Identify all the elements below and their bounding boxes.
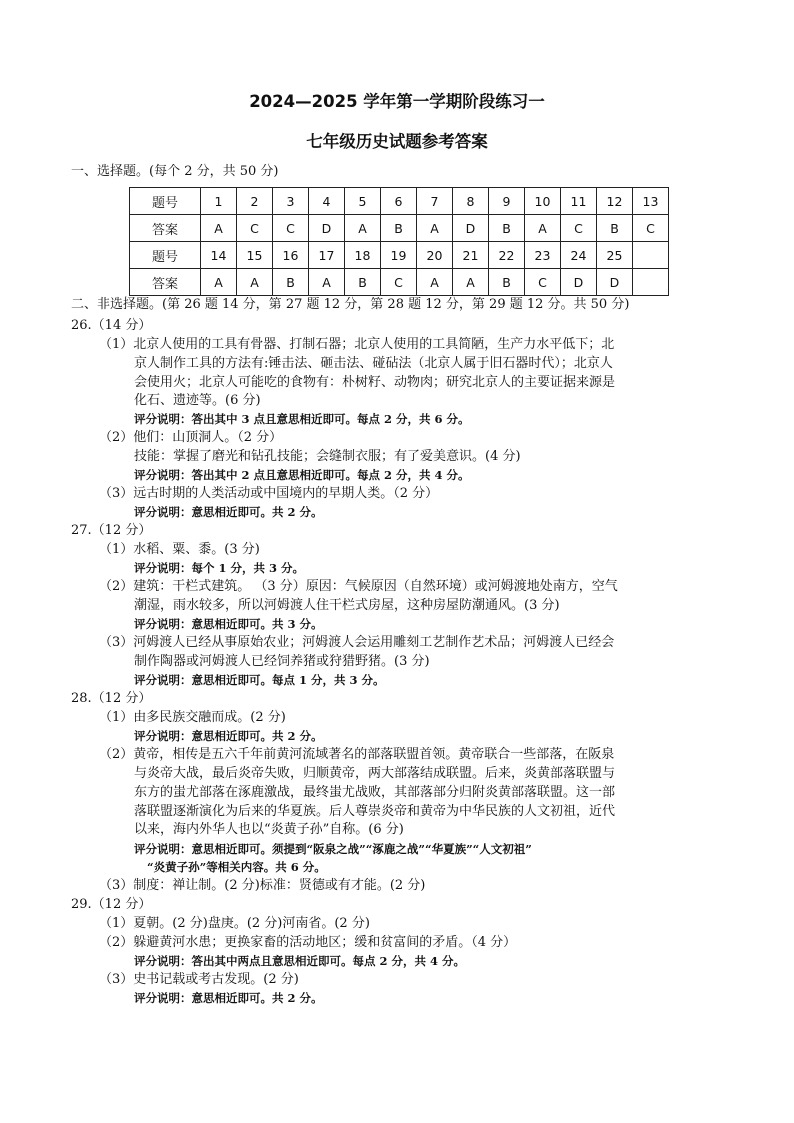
answer-line: （2）黄帝，相传是五六千年前黄河流域著名的部落联盟首领。黄帝联合一些部落，在阪泉 [99, 747, 615, 762]
answer-line: 落联盟逐渐演化为后来的华夏族。后人尊崇炎帝和黄帝为中华民族的人文初祖，近代 [134, 804, 616, 819]
answer-line: （2）他们：山顶洞人。（2 分） [99, 430, 283, 445]
table-cell: C [237, 215, 273, 242]
table-cell: 18 [345, 242, 381, 269]
answer-line: 京人制作工具的方法有:锤击法、砸击法、碰砧法（北京人属于旧石器时代）；北京人 [134, 356, 613, 371]
answer-line: 会使用火；北京人可能吃的食物有：朴树籽、动物肉；研究北京人的主要证据来源是 [134, 375, 616, 390]
table-cell: 7 [417, 188, 453, 215]
table-cell: A [237, 269, 273, 296]
table-cell: B [489, 215, 525, 242]
question-heading: 26.（14 分） [71, 318, 152, 333]
table-row [130, 215, 669, 242]
scoring-note: 评分说明：意思相近即可。每点 1 分，共 3 分。 [134, 673, 385, 687]
answer-line: 潮湿，雨水较多，所以河姆渡人住干栏式房屋，这种房屋防潮通风。(3 分) [134, 598, 560, 613]
table-cell: D [453, 215, 489, 242]
document-subtitle: 七年级历史试题参考答案 [306, 132, 488, 151]
table-cell: 9 [489, 188, 525, 215]
answer-line: （3）远古时期的人类活动或中国境内的早期人类。（2 分） [99, 486, 439, 501]
answer-line: 东方的蚩尤部落在涿鹿激战，最终蚩尤战败，其部落部分归附炎黄部落联盟。这一部 [134, 785, 616, 800]
scoring-note: 评分说明：每个 1 分，共 3 分。 [134, 561, 305, 575]
question-heading: 28.（12 分） [71, 691, 152, 706]
table-cell: C [381, 269, 417, 296]
scoring-note: 评分说明：答出其中 3 点且意思相近即可。每点 2 分，共 6 分。 [134, 412, 470, 426]
table-cell: 10 [525, 188, 561, 215]
table-row [130, 269, 669, 296]
table-cell: 22 [489, 242, 525, 269]
answer-line: （3）史书记载或考古发现。(2 分) [99, 972, 299, 987]
table-cell: 4 [309, 188, 345, 215]
table-cell: C [525, 269, 561, 296]
table-cell [633, 269, 669, 296]
table-cell: 16 [273, 242, 309, 269]
answer-line: （3）制度：禅让制。(2 分)标准：贤德或有才能。(2 分) [99, 878, 426, 893]
table-cell: 17 [309, 242, 345, 269]
table-cell: B [273, 269, 309, 296]
table-cell: 12 [597, 188, 633, 215]
section-2-heading: 二、非选择题。(第 26 题 14 分，第 27 题 12 分，第 28 题 12 分，第 29 题 12 分。共 50 分) [71, 297, 630, 312]
row-label: 题号 [130, 188, 201, 215]
answer-line: （1）水稻、粟、黍。(3 分) [99, 542, 260, 557]
table-cell: A [417, 215, 453, 242]
question-heading: 27.（12 分） [71, 523, 152, 538]
table-cell: A [345, 215, 381, 242]
table-cell: A [201, 269, 237, 296]
table-cell: C [561, 215, 597, 242]
row-label: 答案 [130, 269, 201, 296]
table-cell: B [381, 215, 417, 242]
table-cell: 23 [525, 242, 561, 269]
answer-line: （1）夏朝。(2 分)盘庚。(2 分)河南省。(2 分) [99, 916, 370, 931]
table-cell: 5 [345, 188, 381, 215]
scoring-note: “炎黄子孙”等相关内容。共 6 分。 [147, 860, 326, 874]
scoring-note: 评分说明：意思相近即可。共 2 分。 [134, 729, 323, 743]
table-cell: 19 [381, 242, 417, 269]
table-cell: 14 [201, 242, 237, 269]
answer-line: 化石、遗迹等。(6 分) [134, 393, 261, 408]
table-cell: 21 [453, 242, 489, 269]
table-cell: 3 [273, 188, 309, 215]
table-cell: C [273, 215, 309, 242]
scoring-note: 评分说明：答出其中 2 点且意思相近即可。每点 2 分，共 4 分。 [134, 468, 470, 482]
answer-line: 制作陶器或河姆渡人已经饲养猪或狩猎野猪。(3 分) [134, 654, 430, 669]
answer-line: （1）北京人使用的工具有骨器、打制石器；北京人使用的工具简陋，生产力水平低下；北 [99, 337, 615, 352]
table-cell: 20 [417, 242, 453, 269]
table-cell: 6 [381, 188, 417, 215]
table-cell: A [201, 215, 237, 242]
answer-line: 以来，海内外华人也以“炎黄子孙”自称。(6 分) [134, 822, 404, 837]
answer-line: （3）河姆渡人已经从事原始农业；河姆渡人会运用雕刻工艺制作艺术品；河姆渡人已经会 [99, 635, 615, 650]
table-cell [633, 242, 669, 269]
row-label: 答案 [130, 215, 201, 242]
table-cell: A [309, 269, 345, 296]
table-cell: D [309, 215, 345, 242]
table-cell: 2 [237, 188, 273, 215]
answer-line: （1）由多民族交融而成。(2 分) [99, 710, 286, 725]
table-row [130, 188, 669, 215]
scoring-note: 评分说明：答出其中两点且意思相近即可。每点 2 分，共 4 分。 [134, 954, 466, 968]
answer-line: （2）建筑：干栏式建筑。 （3 分）原因：气候原因（自然环境）或河姆渡地处南方，空气 [99, 579, 618, 594]
answer-line: （2）躲避黄河水患；更换家畜的活动地区；缓和贫富间的矛盾。（4 分） [99, 935, 517, 950]
table-cell: A [453, 269, 489, 296]
table-cell: A [525, 215, 561, 242]
row-label: 题号 [130, 242, 201, 269]
table-row [130, 242, 669, 269]
document-title: 2024—2025 学年第一学期阶段练习一 [249, 92, 545, 111]
answer-line: 与炎帝大战，最后炎帝失败，归顺黄帝，两大部落结成联盟。后来，炎黄部落联盟与 [134, 766, 616, 781]
table-cell: B [489, 269, 525, 296]
choice-answer-table [129, 187, 669, 296]
table-cell: 24 [561, 242, 597, 269]
table-cell: B [597, 215, 633, 242]
question-heading: 29.（12 分） [71, 897, 152, 912]
section-1-heading: 一、选择题。(每个 2 分，共 50 分) [71, 164, 279, 179]
scoring-note: 评分说明：意思相近即可。须提到“阪泉之战”“涿鹿之战”“华夏族”“人文初祖” [134, 842, 532, 856]
scoring-note: 评分说明：意思相近即可。共 3 分。 [134, 617, 323, 631]
table-cell: D [561, 269, 597, 296]
answer-line: 技能：掌握了磨光和钻孔技能；会缝制衣服；有了爱美意识。(4 分) [134, 449, 521, 464]
table-cell: B [345, 269, 381, 296]
table-cell: C [633, 215, 669, 242]
table-cell: 8 [453, 188, 489, 215]
scoring-note: 评分说明：意思相近即可。共 2 分。 [134, 505, 323, 519]
table-cell: D [597, 269, 633, 296]
table-cell: 11 [561, 188, 597, 215]
table-cell: A [417, 269, 453, 296]
table-cell: 25 [597, 242, 633, 269]
scoring-note: 评分说明：意思相近即可。共 2 分。 [134, 991, 323, 1005]
table-cell: 1 [201, 188, 237, 215]
table-cell: 13 [633, 188, 669, 215]
table-cell: 15 [237, 242, 273, 269]
